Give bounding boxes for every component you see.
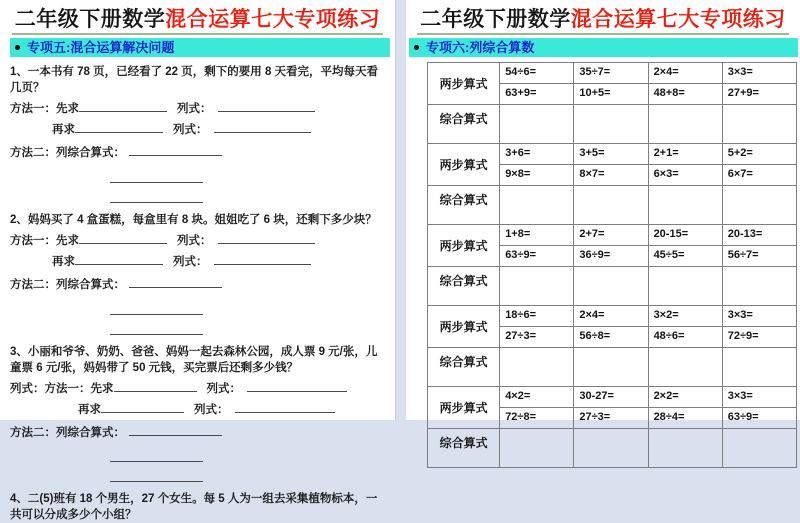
answer-line-row xyxy=(110,191,387,204)
blank-line xyxy=(129,276,222,288)
method2-label: 方法二： xyxy=(10,427,56,439)
answer-cell xyxy=(574,429,648,468)
then-find-label: 再求 xyxy=(78,404,101,416)
table-row xyxy=(428,186,797,225)
equation-cell: 54÷6= xyxy=(500,63,574,84)
section-banner xyxy=(409,38,798,57)
equation-cell: 72÷9= xyxy=(722,327,796,348)
equation-cell: 2×2= xyxy=(648,387,722,408)
equation-cell: 72÷8= xyxy=(500,408,574,429)
equation-cell: 20-15= xyxy=(648,225,722,246)
table-row xyxy=(428,144,797,165)
comprehensive-label: 列综合算式： xyxy=(56,427,125,439)
comprehensive-label: 列综合算式： xyxy=(56,279,125,291)
equation-cell: 2×4= xyxy=(574,306,648,327)
equation-cell: 9×8= xyxy=(500,165,574,186)
answer-cell xyxy=(648,105,722,144)
method2-row xyxy=(10,276,387,293)
title-topic-part: 混合运算七大专项练习 xyxy=(165,8,381,31)
blank-line xyxy=(110,450,203,462)
table-row xyxy=(428,63,797,84)
equation-cell: 2+1= xyxy=(648,144,722,165)
answer-cell xyxy=(722,429,796,468)
answer-cell xyxy=(722,186,796,225)
row-label-comprehensive: 综合算式 xyxy=(428,429,500,468)
question-block-2 xyxy=(10,212,387,336)
equation-cell: 63÷9= xyxy=(500,246,574,267)
row-label-two-step: 两步算式 xyxy=(428,306,500,348)
answer-line-row xyxy=(110,303,387,316)
title-topic-part: 混合运算七大专项练习 xyxy=(570,8,786,31)
blank-line xyxy=(79,232,167,244)
expression-label: 列式： xyxy=(206,383,241,395)
question-block-3 xyxy=(10,344,387,483)
expression-label: 列式： xyxy=(173,124,208,136)
then-find-row xyxy=(10,401,387,418)
question-text: 2、妈妈买了 4 盒蛋糕，每盒里有 8 块。姐姐吃了 6 块，还剩下多少块？ xyxy=(10,214,377,226)
equation-cell: 5+2= xyxy=(722,144,796,165)
answer-line-row xyxy=(110,470,387,483)
row-label-two-step: 两步算式 xyxy=(428,225,500,267)
equation-cell: 27+9= xyxy=(722,84,796,105)
answer-cell xyxy=(500,348,574,387)
equation-cell: 3×3= xyxy=(722,63,796,84)
expression-prefix-label: 列式： xyxy=(10,383,45,395)
table-row xyxy=(428,306,797,327)
then-find-label: 再求 xyxy=(52,124,75,136)
answer-cell xyxy=(500,105,574,144)
method2-label: 方法二： xyxy=(10,147,56,159)
method2-row xyxy=(10,424,387,441)
method1-label: 方法一： xyxy=(10,235,56,247)
page-title-text xyxy=(12,8,384,35)
row-label-two-step: 两步算式 xyxy=(428,63,500,105)
answer-cell xyxy=(648,348,722,387)
blank-line xyxy=(247,380,347,392)
blank-line xyxy=(110,323,203,335)
blank-line xyxy=(110,303,203,315)
expression-label: 列式： xyxy=(173,256,208,268)
answer-line-row xyxy=(110,450,387,463)
equation-cell: 35÷7= xyxy=(574,63,648,84)
method2-row xyxy=(10,144,387,161)
two-step-expression-table xyxy=(427,62,797,468)
method1-label: 方法一： xyxy=(44,383,91,395)
question-text: 3、小丽和爷爷、奶奶、爸爸、妈妈一起去森林公园，成人票 9 元/张，儿童票 6 元/张，妈妈带了 50 元钱，买完票后还剩多少钱？ xyxy=(10,346,378,374)
equation-cell: 4×2= xyxy=(500,387,574,408)
method1-row xyxy=(10,100,387,117)
method1-row xyxy=(10,380,387,397)
equation-cell: 8×7= xyxy=(574,165,648,186)
equation-cell: 6×7= xyxy=(722,165,796,186)
answer-cell xyxy=(722,348,796,387)
then-find-label: 再求 xyxy=(52,256,75,268)
table-row xyxy=(428,348,797,387)
bullet-icon xyxy=(15,45,20,50)
table-row xyxy=(428,105,797,144)
equation-cell: 63÷9= xyxy=(722,408,796,429)
question-text: 1、一本书有 78 页，已经看了 22 页，剩下的要用 8 天看完，平均每天看几页？ xyxy=(10,66,379,94)
method1-label: 方法一： xyxy=(10,103,56,115)
equation-cell: 27÷3= xyxy=(574,408,648,429)
equation-cell: 3+6= xyxy=(500,144,574,165)
equation-cell: 10+5= xyxy=(574,84,648,105)
row-label-comprehensive: 综合算式 xyxy=(428,267,500,306)
row-label-two-step: 两步算式 xyxy=(428,144,500,186)
answer-cell xyxy=(648,267,722,306)
equation-cell: 63+9= xyxy=(500,84,574,105)
table-row xyxy=(428,225,797,246)
equation-cell: 48÷6= xyxy=(648,327,722,348)
answer-cell xyxy=(574,267,648,306)
question-block-1 xyxy=(10,64,387,204)
comprehensive-label: 列综合算式： xyxy=(56,147,125,159)
row-label-comprehensive: 综合算式 xyxy=(428,105,500,144)
answer-cell xyxy=(722,267,796,306)
expression-label: 列式： xyxy=(194,404,229,416)
section-banner xyxy=(10,38,390,57)
row-label-comprehensive: 综合算式 xyxy=(428,186,500,225)
table-row xyxy=(428,429,797,468)
answer-line-row xyxy=(110,171,387,184)
section-title: 专项六:列综合算数 xyxy=(426,40,535,55)
answer-cell xyxy=(574,348,648,387)
blank-line xyxy=(79,100,167,112)
questions-area xyxy=(0,57,395,523)
answer-cell xyxy=(500,429,574,468)
question-text: 4、二(5)班有 18 个男生，27 个女生。每 5 人为一组去采集植物标本，一共可以分成多少个小组？ xyxy=(10,493,378,521)
equation-cell: 45÷5= xyxy=(648,246,722,267)
blank-line xyxy=(101,401,184,413)
equation-cell: 20-13= xyxy=(722,225,796,246)
worksheet-page-right xyxy=(406,0,800,450)
equation-cell: 36÷9= xyxy=(574,246,648,267)
answer-cell xyxy=(574,105,648,144)
equation-cell: 1+8= xyxy=(500,225,574,246)
expression-label: 列式： xyxy=(177,235,212,247)
equation-cell: 56÷8= xyxy=(574,327,648,348)
table-row xyxy=(428,387,797,408)
blank-line xyxy=(110,191,203,203)
section-title: 专项五:混合运算解决问题 xyxy=(27,40,175,55)
page-title xyxy=(406,0,800,35)
bullet-icon xyxy=(414,45,419,50)
first-find-label: 先求 xyxy=(56,103,79,115)
equation-cell: 3×3= xyxy=(722,306,796,327)
blank-line xyxy=(218,100,315,112)
answer-cell xyxy=(500,267,574,306)
blank-line xyxy=(235,401,335,413)
method2-label: 方法二： xyxy=(10,279,56,291)
equation-cell: 3+5= xyxy=(574,144,648,165)
answer-cell xyxy=(648,429,722,468)
equation-cell: 2×4= xyxy=(648,63,722,84)
equation-cell: 3×2= xyxy=(648,306,722,327)
answer-cell xyxy=(574,186,648,225)
equation-cell: 28÷4= xyxy=(648,408,722,429)
blank-line xyxy=(214,121,311,133)
expression-label: 列式： xyxy=(177,103,212,115)
question-block-4 xyxy=(10,491,387,523)
blank-line xyxy=(129,144,222,156)
blank-line xyxy=(214,253,311,265)
row-label-comprehensive: 综合算式 xyxy=(428,348,500,387)
method1-row xyxy=(10,232,387,249)
first-find-label: 先求 xyxy=(90,383,114,395)
blank-line xyxy=(129,424,222,436)
worksheet-page-left xyxy=(0,0,396,521)
row-label-two-step: 两步算式 xyxy=(428,387,500,429)
equation-cell: 18÷6= xyxy=(500,306,574,327)
answer-cell xyxy=(722,105,796,144)
equation-cell: 48+8= xyxy=(648,84,722,105)
equation-cell: 6×3= xyxy=(648,165,722,186)
blank-line xyxy=(114,380,197,392)
table-row xyxy=(428,267,797,306)
then-find-row xyxy=(10,121,387,138)
equation-cell: 56÷7= xyxy=(722,246,796,267)
title-grade-part: 二年级下册数学 xyxy=(420,8,571,31)
equation-cell: 30-27= xyxy=(574,387,648,408)
title-grade-part: 二年级下册数学 xyxy=(14,8,166,31)
equation-cell: 27÷3= xyxy=(500,327,574,348)
answer-cell xyxy=(648,186,722,225)
equation-cell: 3×3= xyxy=(722,387,796,408)
page-title-text xyxy=(417,8,789,35)
answer-line-row xyxy=(110,323,387,336)
answer-cell xyxy=(500,186,574,225)
blank-line xyxy=(110,470,203,482)
page-title xyxy=(0,0,395,35)
first-find-label: 先求 xyxy=(56,235,79,247)
blank-line xyxy=(75,121,163,133)
then-find-row xyxy=(10,253,387,270)
blank-line xyxy=(218,232,315,244)
blank-line xyxy=(75,253,163,265)
equation-cell: 2+7= xyxy=(574,225,648,246)
blank-line xyxy=(110,171,203,183)
